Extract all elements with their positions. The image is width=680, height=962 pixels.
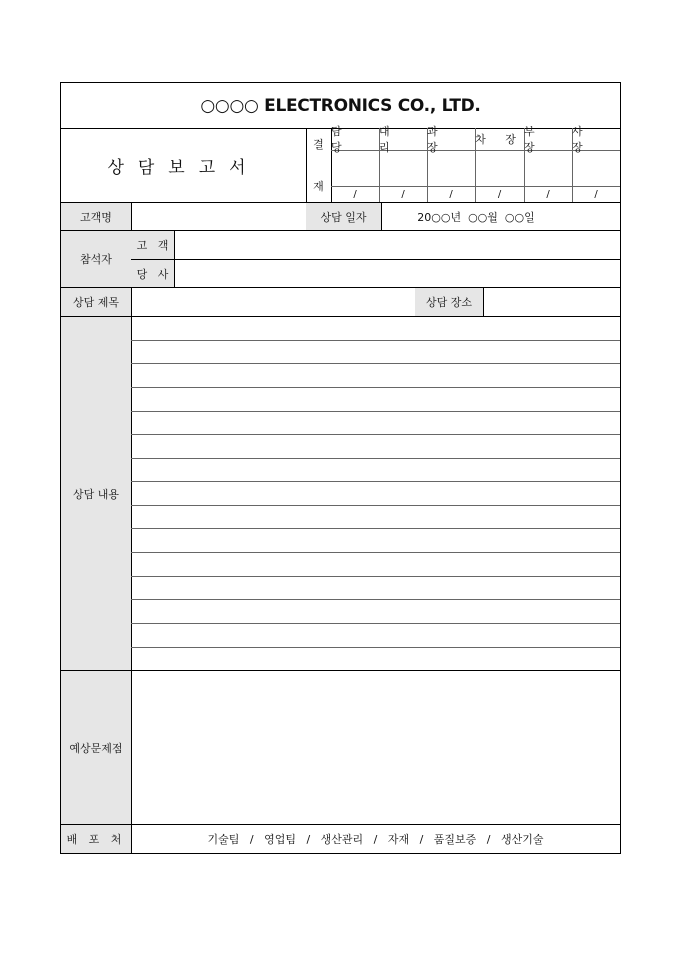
distribution-list: 기술팀 / 영업팀 / 생산관리 / 자재 / 품질보증 / 생산기술 xyxy=(207,833,544,846)
content-rule xyxy=(131,481,620,482)
content-rule xyxy=(131,505,620,506)
approval-date-staff[interactable]: / xyxy=(353,188,357,200)
consult-place-field[interactable] xyxy=(483,288,620,316)
content-rule xyxy=(131,552,620,553)
consult-date-label: 상담 일자 xyxy=(306,203,381,230)
consultation-report-form xyxy=(60,82,621,854)
approval-date-assistant-manager[interactable]: / xyxy=(401,188,405,200)
customer-name-label: 고객명 xyxy=(61,203,131,230)
approval-date-section-manager[interactable]: / xyxy=(449,188,453,200)
content-rule xyxy=(131,434,620,435)
approval-date-deputy-manager[interactable]: / xyxy=(497,188,502,200)
content-rule xyxy=(131,647,620,648)
content-rule xyxy=(131,411,620,412)
consult-content-label: 상담 내용 xyxy=(61,317,131,670)
content-rule xyxy=(131,599,620,600)
consult-title-field[interactable] xyxy=(131,288,415,316)
approval-sign-box-assistant-manager[interactable] xyxy=(379,150,427,186)
consult-date-field[interactable]: 20○○년 ○○월 ○○일 xyxy=(417,210,535,224)
content-rule xyxy=(131,387,620,388)
approval-sign-box-president[interactable] xyxy=(572,150,620,186)
company-title: ○○○○ ELECTRONICS CO., LTD. xyxy=(200,95,481,116)
expected-issues-label: 예상문제점 xyxy=(61,671,131,824)
approval-label-bottom: 재 xyxy=(313,180,324,193)
content-rule xyxy=(131,363,620,364)
consult-place-label: 상담 장소 xyxy=(415,288,483,316)
approval-role-staff: 담 당 xyxy=(331,125,350,154)
approval-sign-box-department-head[interactable] xyxy=(524,150,572,186)
content-rule xyxy=(131,623,620,624)
approval-role-section-manager: 과 장 xyxy=(427,125,446,154)
approval-sign-box-staff[interactable] xyxy=(331,150,379,186)
document-title: 상담보고서 xyxy=(107,157,260,178)
approval-role-deputy-manager: 차 장 xyxy=(475,133,524,146)
attendee-company-label: 당 사 xyxy=(131,260,174,287)
attendee-customer-field[interactable] xyxy=(174,231,620,259)
consult-title-label: 상담 제목 xyxy=(61,288,131,316)
approval-label-top: 결 xyxy=(313,138,324,151)
approval-date-president[interactable]: / xyxy=(594,188,598,200)
content-rule xyxy=(131,528,620,529)
attendee-customer-label: 고 객 xyxy=(131,231,174,259)
content-rule xyxy=(131,576,620,577)
consult-content-field[interactable] xyxy=(131,317,620,670)
distribution-label: 배 포 처 xyxy=(61,825,131,853)
attendee-company-field[interactable] xyxy=(174,260,620,287)
approval-role-department-head: 부 장 xyxy=(524,125,543,154)
content-rule xyxy=(131,458,620,459)
approval-role-president: 사 장 xyxy=(572,125,591,154)
approval-date-department-head[interactable]: / xyxy=(546,188,550,200)
approval-sign-box-section-manager[interactable] xyxy=(427,150,475,186)
approval-sign-box-deputy-manager[interactable] xyxy=(475,150,524,186)
expected-issues-field[interactable] xyxy=(131,671,620,824)
content-rule xyxy=(131,340,620,341)
customer-name-field[interactable] xyxy=(131,203,306,230)
attendees-label: 참석자 xyxy=(61,231,131,287)
approval-role-assistant-manager: 대 리 xyxy=(379,125,398,154)
